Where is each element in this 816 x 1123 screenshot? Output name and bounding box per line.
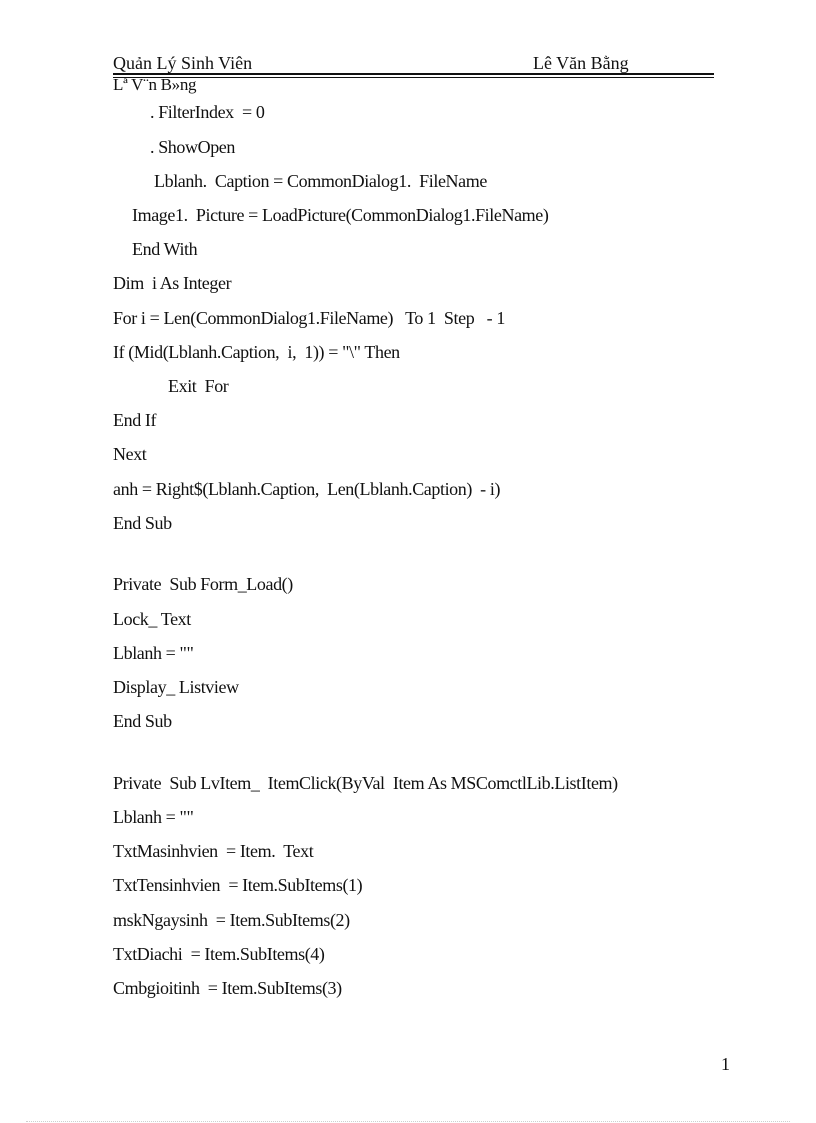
code-line: Dim i As Integer: [113, 273, 232, 293]
code-line: anh = Right$(Lblanh.Caption, Len(Lblanh.Caption) - i): [113, 479, 501, 499]
code-line: Lock_ Text: [113, 609, 191, 629]
code-line: End If: [113, 410, 157, 430]
header-rule-thick: [113, 73, 714, 75]
code-line: Image1. Picture = LoadPicture(CommonDialog1.FileName): [132, 205, 549, 225]
code-line: Next: [113, 444, 147, 464]
header-author: Lê Văn Bằng: [533, 53, 629, 73]
code-line: End Sub: [113, 513, 172, 533]
page-number: 1: [721, 1054, 730, 1074]
code-line: Exit For: [168, 376, 229, 396]
code-line: Lblanh = "": [113, 643, 194, 663]
code-line: End Sub: [113, 711, 172, 731]
code-line: TxtMasinhvien = Item. Text: [113, 841, 314, 861]
code-line: Cmbgioitinh = Item.SubItems(3): [113, 978, 342, 998]
code-line: End With: [132, 239, 198, 259]
code-line: For i = Len(CommonDialog1.FileName) To 1 Step - 1: [113, 308, 505, 328]
code-line: Private Sub LvItem_ ItemClick(ByVal Item As MSComctlLib.ListItem): [113, 773, 618, 793]
code-line: Lblanh = "": [113, 807, 194, 827]
code-line: Private Sub Form_Load(): [113, 574, 293, 594]
header-rule-thin: [113, 77, 714, 78]
header-garbled-text: Lª V¨n B»ng: [113, 75, 197, 94]
code-line: If (Mid(Lblanh.Caption, i, 1)) = "\" Then: [113, 342, 400, 362]
code-line: TxtTensinhvien = Item.SubItems(1): [113, 875, 363, 895]
code-line: . FilterIndex = 0: [150, 102, 265, 122]
header-title: Quản Lý Sinh Viên: [113, 53, 253, 73]
code-line: Lblanh. Caption = CommonDialog1. FileName: [154, 171, 487, 191]
code-line: TxtDiachi = Item.SubItems(4): [113, 944, 325, 964]
code-line: . ShowOpen: [150, 137, 235, 157]
code-line: mskNgaysinh = Item.SubItems(2): [113, 910, 350, 930]
page-bottom-border: [26, 1121, 790, 1122]
code-line: Display_ Listview: [113, 677, 239, 697]
